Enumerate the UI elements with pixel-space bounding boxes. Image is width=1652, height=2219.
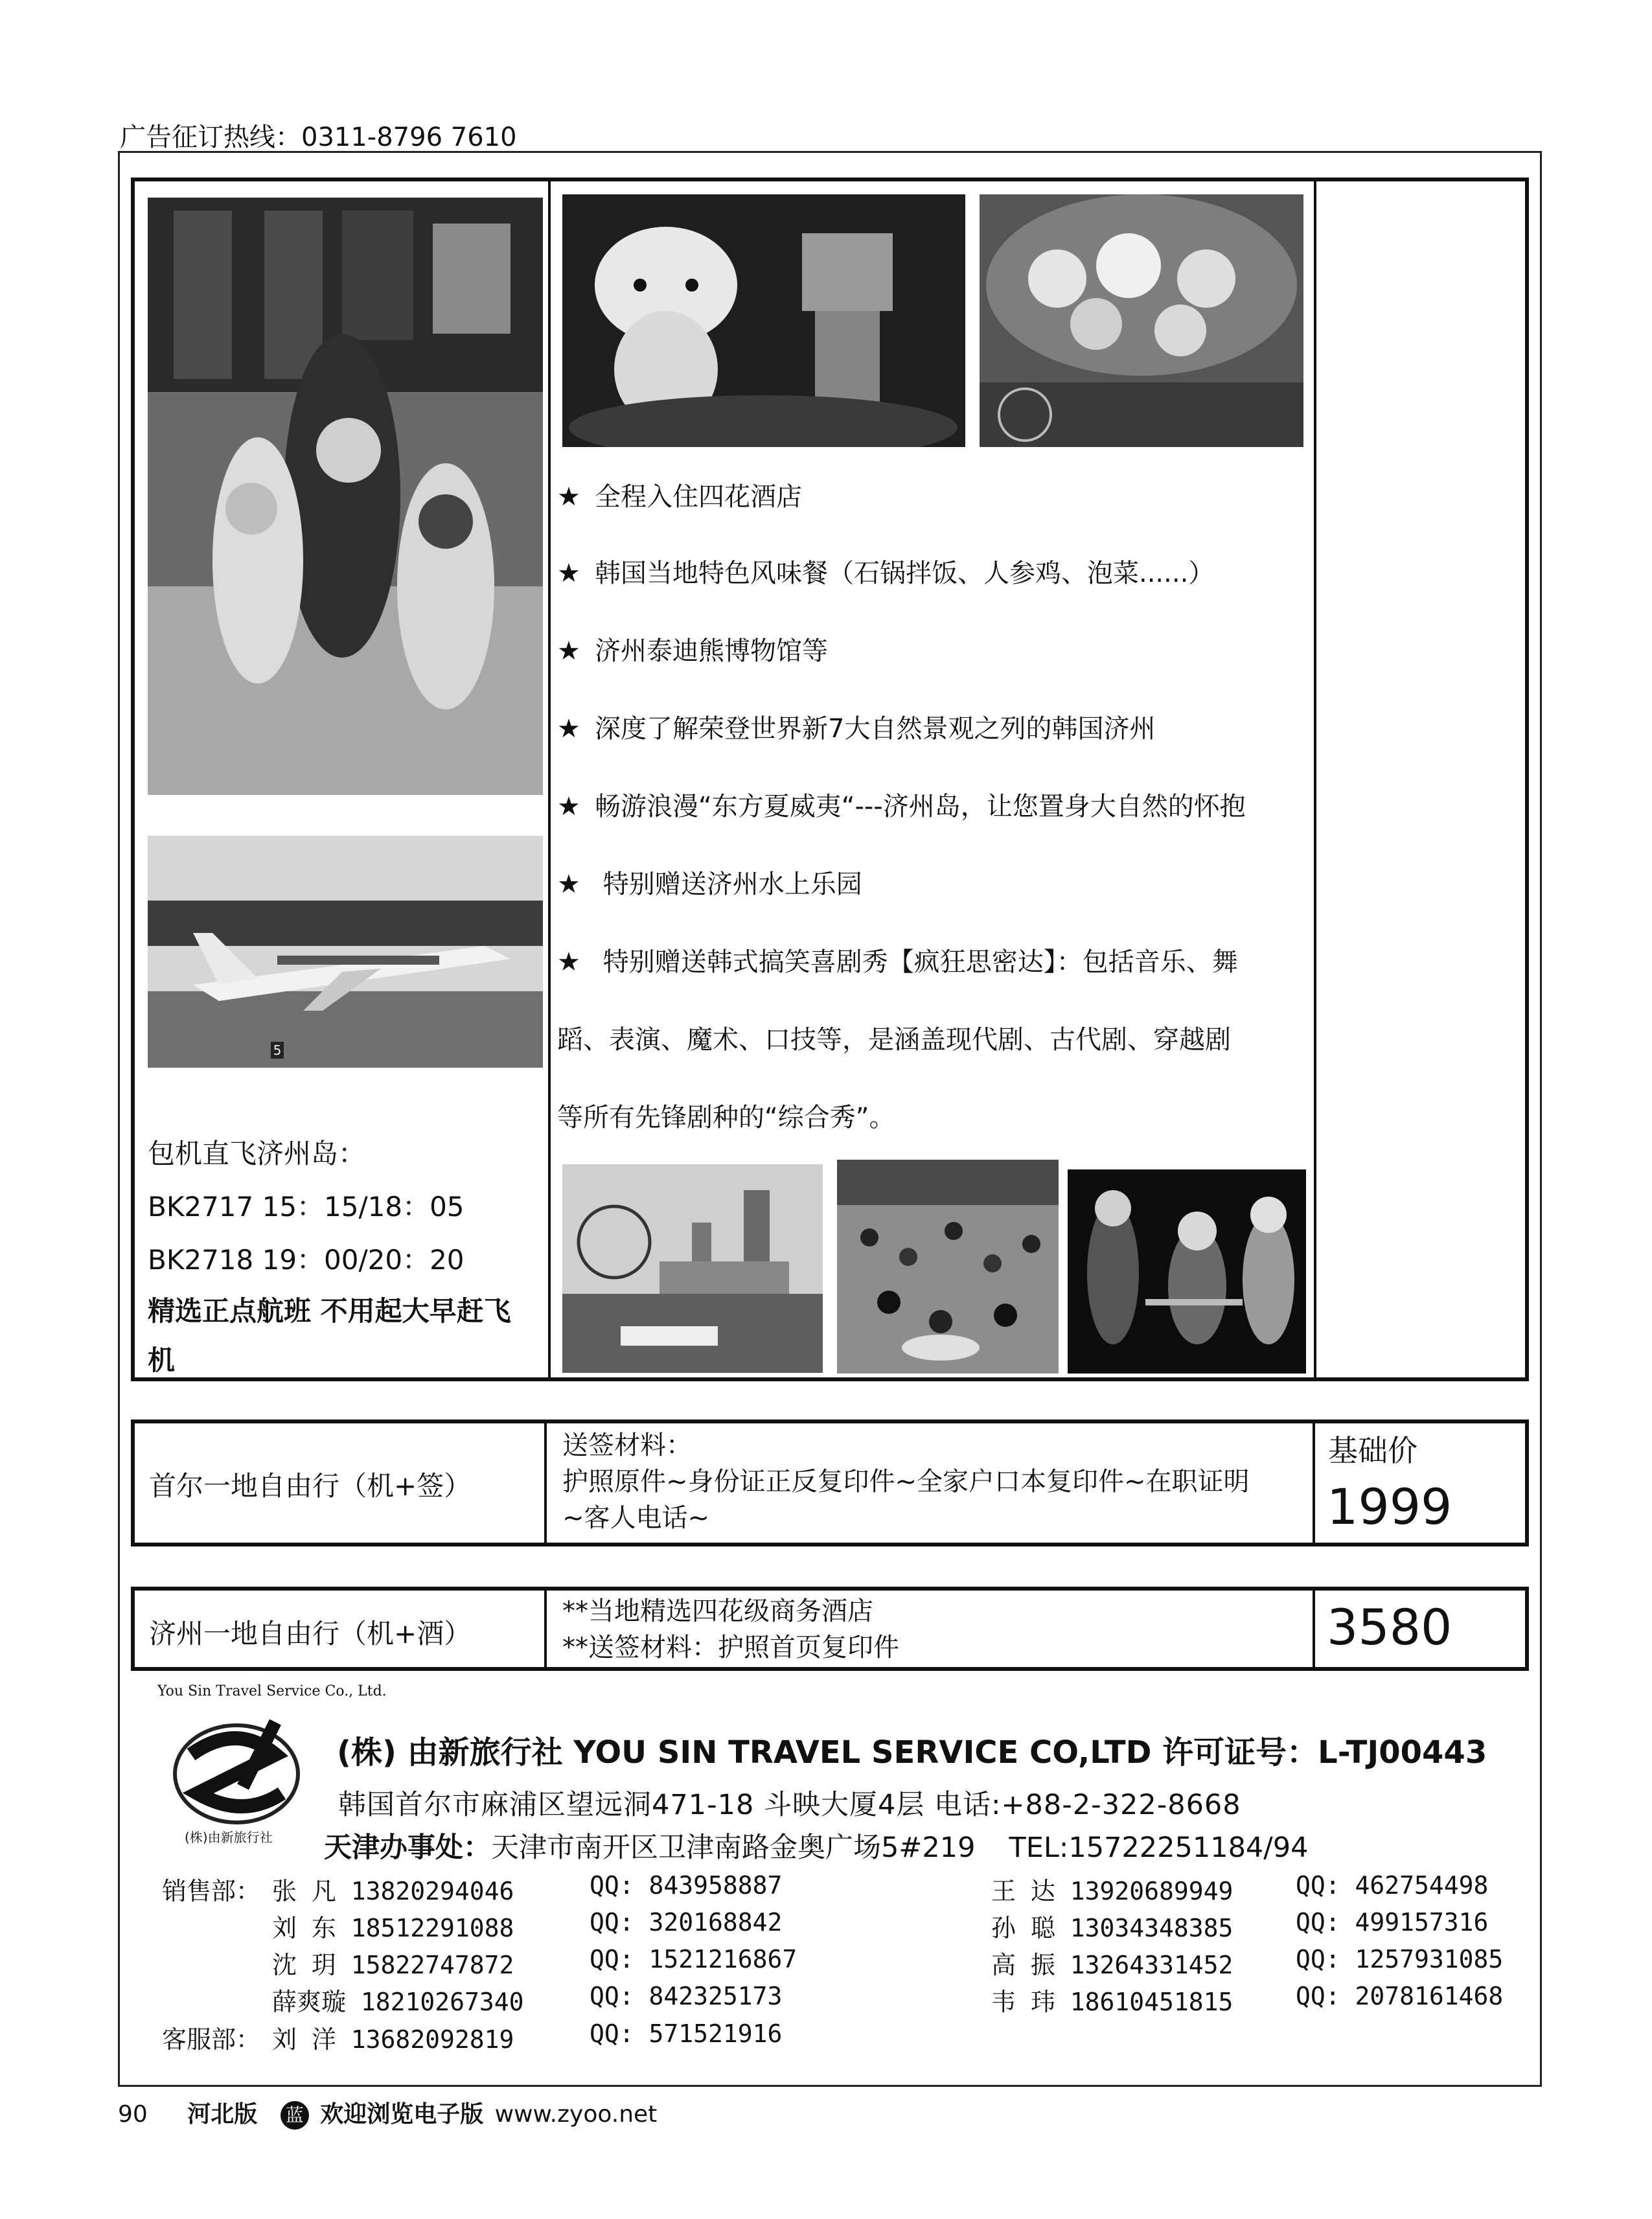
- row-divider: [544, 1591, 547, 1667]
- contact-qq: QQ: 1257931085: [1296, 1945, 1504, 1973]
- contact-row: 刘 洋 13682092819: [272, 2025, 514, 2054]
- product-details: [562, 1427, 1250, 1536]
- detail-line: **送签材料：护照首页复印件: [562, 1633, 899, 1662]
- contact-row: 沈 玥 15822747872: [272, 1951, 514, 1979]
- product-details: [562, 1593, 899, 1666]
- service-label: 客服部：: [162, 2025, 261, 2054]
- flight-bk2717: BK2717 15：15/18：05: [148, 1191, 465, 1223]
- tianjin-tel: TEL:15722251184/94: [1009, 1832, 1309, 1864]
- product-name: 首尔一地自由行（机+签）: [149, 1470, 472, 1502]
- flight-note-line1: 精选正点航班 不用起大早赶飞: [148, 1295, 511, 1327]
- contact-qq: QQ: 843958887: [590, 1871, 783, 1900]
- contact-qq: QQ: 2078161468: [1296, 1982, 1504, 2010]
- comedy-show-photo: [1068, 1169, 1306, 1374]
- detail-line: 护照原件~身份证正反复印件~全家户口本复印件~在职证明: [562, 1467, 1250, 1497]
- feature-item: ★ 深度了解荣登世界新7大自然景观之列的韩国济州: [557, 714, 1156, 744]
- hello-kitty-figure-photo: [562, 194, 965, 447]
- tianjin-office: [324, 1826, 1309, 1865]
- water-park-crowd-photo: [837, 1160, 1059, 1374]
- detail-line: 送签材料：: [562, 1431, 692, 1460]
- ad-hotline: 广告征订热线：0311-8796 7610: [120, 122, 517, 152]
- column-divider-left: [548, 178, 551, 1381]
- footer-welcome: 欢迎浏览电子版: [320, 2101, 484, 2128]
- contact-qq: QQ: 462754498: [1296, 1871, 1489, 1900]
- contact-row: 王 达 13920689949: [991, 1877, 1233, 1905]
- detail-line: ~客人电话~: [562, 1503, 710, 1533]
- feature-item: ★ 畅游浪漫“东方夏威夷“---济州岛，让您置身大自然的怀抱: [557, 792, 1246, 822]
- contact-row: 孙 聪 13034348385: [991, 1914, 1233, 1942]
- feature-item: ★ 特别赠送济州水上乐园: [557, 869, 862, 899]
- product-row-jeju: [131, 1587, 1529, 1671]
- company-name-line: (株) 由新旅行社 YOU SIN TRAVEL SERVICE CO,LTD 许可证号：L-TJ00443: [337, 1734, 1487, 1771]
- feature-item: ★ 特别赠送韩式搞笑喜剧秀【疯狂思密达】：包括音乐、舞: [557, 947, 1238, 977]
- photo-badge-number: 5: [273, 1042, 282, 1058]
- price-label: 基础价: [1328, 1433, 1417, 1468]
- contact-row: 薛爽璇 18210267340: [272, 1988, 524, 2016]
- detail-line: **当地精选四花级商务酒店: [562, 1596, 873, 1626]
- character-museum-photo: [980, 194, 1303, 447]
- column-divider-right: [1314, 178, 1316, 1381]
- flight-note-line2: 机: [148, 1344, 176, 1376]
- row-divider: [544, 1423, 547, 1543]
- company-logo: [146, 1683, 387, 1845]
- page-footer: [118, 2096, 657, 2130]
- page-number: 90: [118, 2101, 148, 2128]
- logo-arc-text: You Sin Travel Service Co., Ltd.: [157, 1683, 387, 1699]
- feature-continuation: 蹈、表演、魔术、口技等，是涵盖现代剧、古代剧、穿越剧: [557, 1025, 1231, 1055]
- lan-badge-icon: 蓝: [281, 2101, 309, 2130]
- contact-qq: QQ: 571521916: [590, 2019, 783, 2048]
- contact-qq: QQ: 842325173: [590, 1982, 783, 2010]
- product-name: 济州一地自由行（机+酒）: [149, 1618, 472, 1650]
- castle-lake-photo: [562, 1164, 823, 1373]
- row-divider: [1313, 1591, 1315, 1667]
- contact-row: 高 振 13264331452: [991, 1951, 1233, 1979]
- feature-continuation: 等所有先锋剧种的“综合秀”。: [557, 1103, 895, 1132]
- contact-qq: QQ: 499157316: [1296, 1908, 1489, 1937]
- airplane-photo: [148, 836, 543, 1068]
- hanbok-family-photo: [148, 198, 543, 795]
- contact-row: 张 凡 13820294046: [272, 1877, 514, 1905]
- row-divider: [1313, 1423, 1315, 1543]
- feature-item: ★ 韩国当地特色风味餐（石锅拌饭、人参鸡、泡菜......）: [557, 558, 1215, 588]
- contact-row: 韦 玮 18610451815: [991, 1988, 1233, 2016]
- company-address: 韩国首尔市麻浦区望远洞471-18 斗映大厦4层 电话:+88-2-322-8668: [338, 1789, 1241, 1821]
- flight-title: 包机直飞济州岛：: [148, 1138, 366, 1169]
- flight-bk2718: BK2718 19：00/20：20: [148, 1244, 465, 1276]
- contact-qq: QQ: 1521216867: [590, 1945, 797, 1973]
- contact-qq: QQ: 320168842: [590, 1908, 783, 1937]
- price-value: 1999: [1327, 1478, 1452, 1535]
- tianjin-label: 天津办事处：: [324, 1832, 491, 1864]
- price-value: 3580: [1327, 1598, 1452, 1656]
- edition-label: 河北版: [187, 2101, 258, 2128]
- tianjin-address: 天津市南开区卫津南路金奥广场5#219: [491, 1832, 976, 1864]
- logo-subtitle: (株)由新旅行社: [185, 1830, 273, 1845]
- sales-label: 销售部：: [162, 1877, 261, 1905]
- footer-url[interactable]: www.zyoo.net: [494, 2101, 658, 2128]
- product-row-seoul: [131, 1420, 1529, 1546]
- feature-item: ★ 济州泰迪熊博物馆等: [557, 636, 828, 666]
- contact-row: 刘 东 18512291088: [272, 1914, 514, 1942]
- charter-flight-info: [148, 1127, 536, 1385]
- feature-item: ★ 全程入住四花酒店: [557, 482, 802, 512]
